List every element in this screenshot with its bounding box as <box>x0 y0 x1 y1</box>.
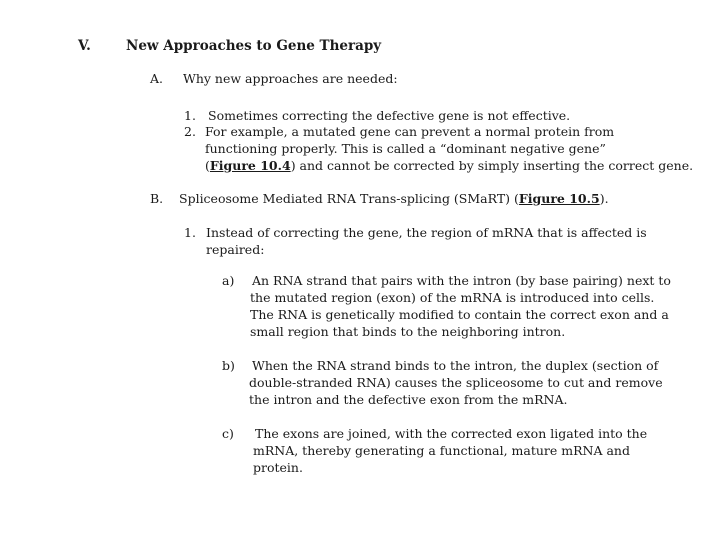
part-a-item-2-line-3-rest: ) and cannot be corrected by simply inserting the correct gene. <box>290 158 694 173</box>
subitem-b-line-2: double-stranded RNA) causes the spliceosome to cut and remove <box>249 375 663 390</box>
subitem-c-line-2: mRNA, thereby generating a functional, mature mRNA and <box>253 443 630 458</box>
part-a-letter: A. <box>150 71 164 86</box>
part-a-item-2-number: 2. <box>184 124 196 139</box>
part-b-item-1-number: 1. <box>184 225 196 240</box>
subitem-a-line-4: small region that binds to the neighboring intron. <box>250 324 566 339</box>
part-a-item-2-line-2: functioning properly. This is called a “dominant negative gene” <box>205 141 606 156</box>
subitem-b-label: b) <box>222 358 235 373</box>
part-a-item-2-line-3 <box>205 157 693 174</box>
subitem-a-label: a) <box>222 273 235 288</box>
part-b-letter: B. <box>150 191 164 206</box>
section-title: New Approaches to Gene Therapy <box>126 38 382 54</box>
subitem-a-line-1: An RNA strand that pairs with the intron (by base pairing) next to <box>252 273 671 288</box>
subitem-a-line-2: the mutated region (exon) of the mRNA is introduced into cells. <box>250 290 655 305</box>
part-b-item-1-line-2: repaired: <box>206 242 265 257</box>
section-numeral: V. <box>78 38 91 54</box>
subitem-c-label: c) <box>222 426 234 441</box>
figure-10-4-link[interactable]: Figure 10.4 <box>209 158 291 173</box>
part-b-item-1-line-1: Instead of correcting the gene, the region of mRNA that is affected is <box>206 225 647 240</box>
part-b-heading-end: ). <box>599 191 609 206</box>
subitem-c-line-1: The exons are joined, with the corrected exon ligated into the <box>255 426 648 441</box>
part-a-item-1-text: Sometimes correcting the defective gene is not effective. <box>208 108 571 123</box>
part-b-heading <box>179 190 609 207</box>
paren-open: ( <box>205 158 210 173</box>
part-a-item-2-line-1: For example, a mutated gene can prevent a normal protein from <box>205 124 615 139</box>
subitem-b-line-3: the intron and the defective exon from the mRNA. <box>249 392 568 407</box>
figure-10-5-link[interactable]: Figure 10.5 <box>518 191 600 206</box>
part-a-item-1-number: 1. <box>184 108 196 123</box>
subitem-b-line-1: When the RNA strand binds to the intron, the duplex (section of <box>252 358 659 373</box>
part-b-heading-text: Spliceosome Mediated RNA Trans-splicing (SMaRT) ( <box>179 191 519 206</box>
part-a-heading: Why new approaches are needed: <box>183 71 398 86</box>
subitem-a-line-3: The RNA is genetically modified to contain the correct exon and a <box>250 307 669 322</box>
subitem-c-line-3: protein. <box>253 460 303 475</box>
